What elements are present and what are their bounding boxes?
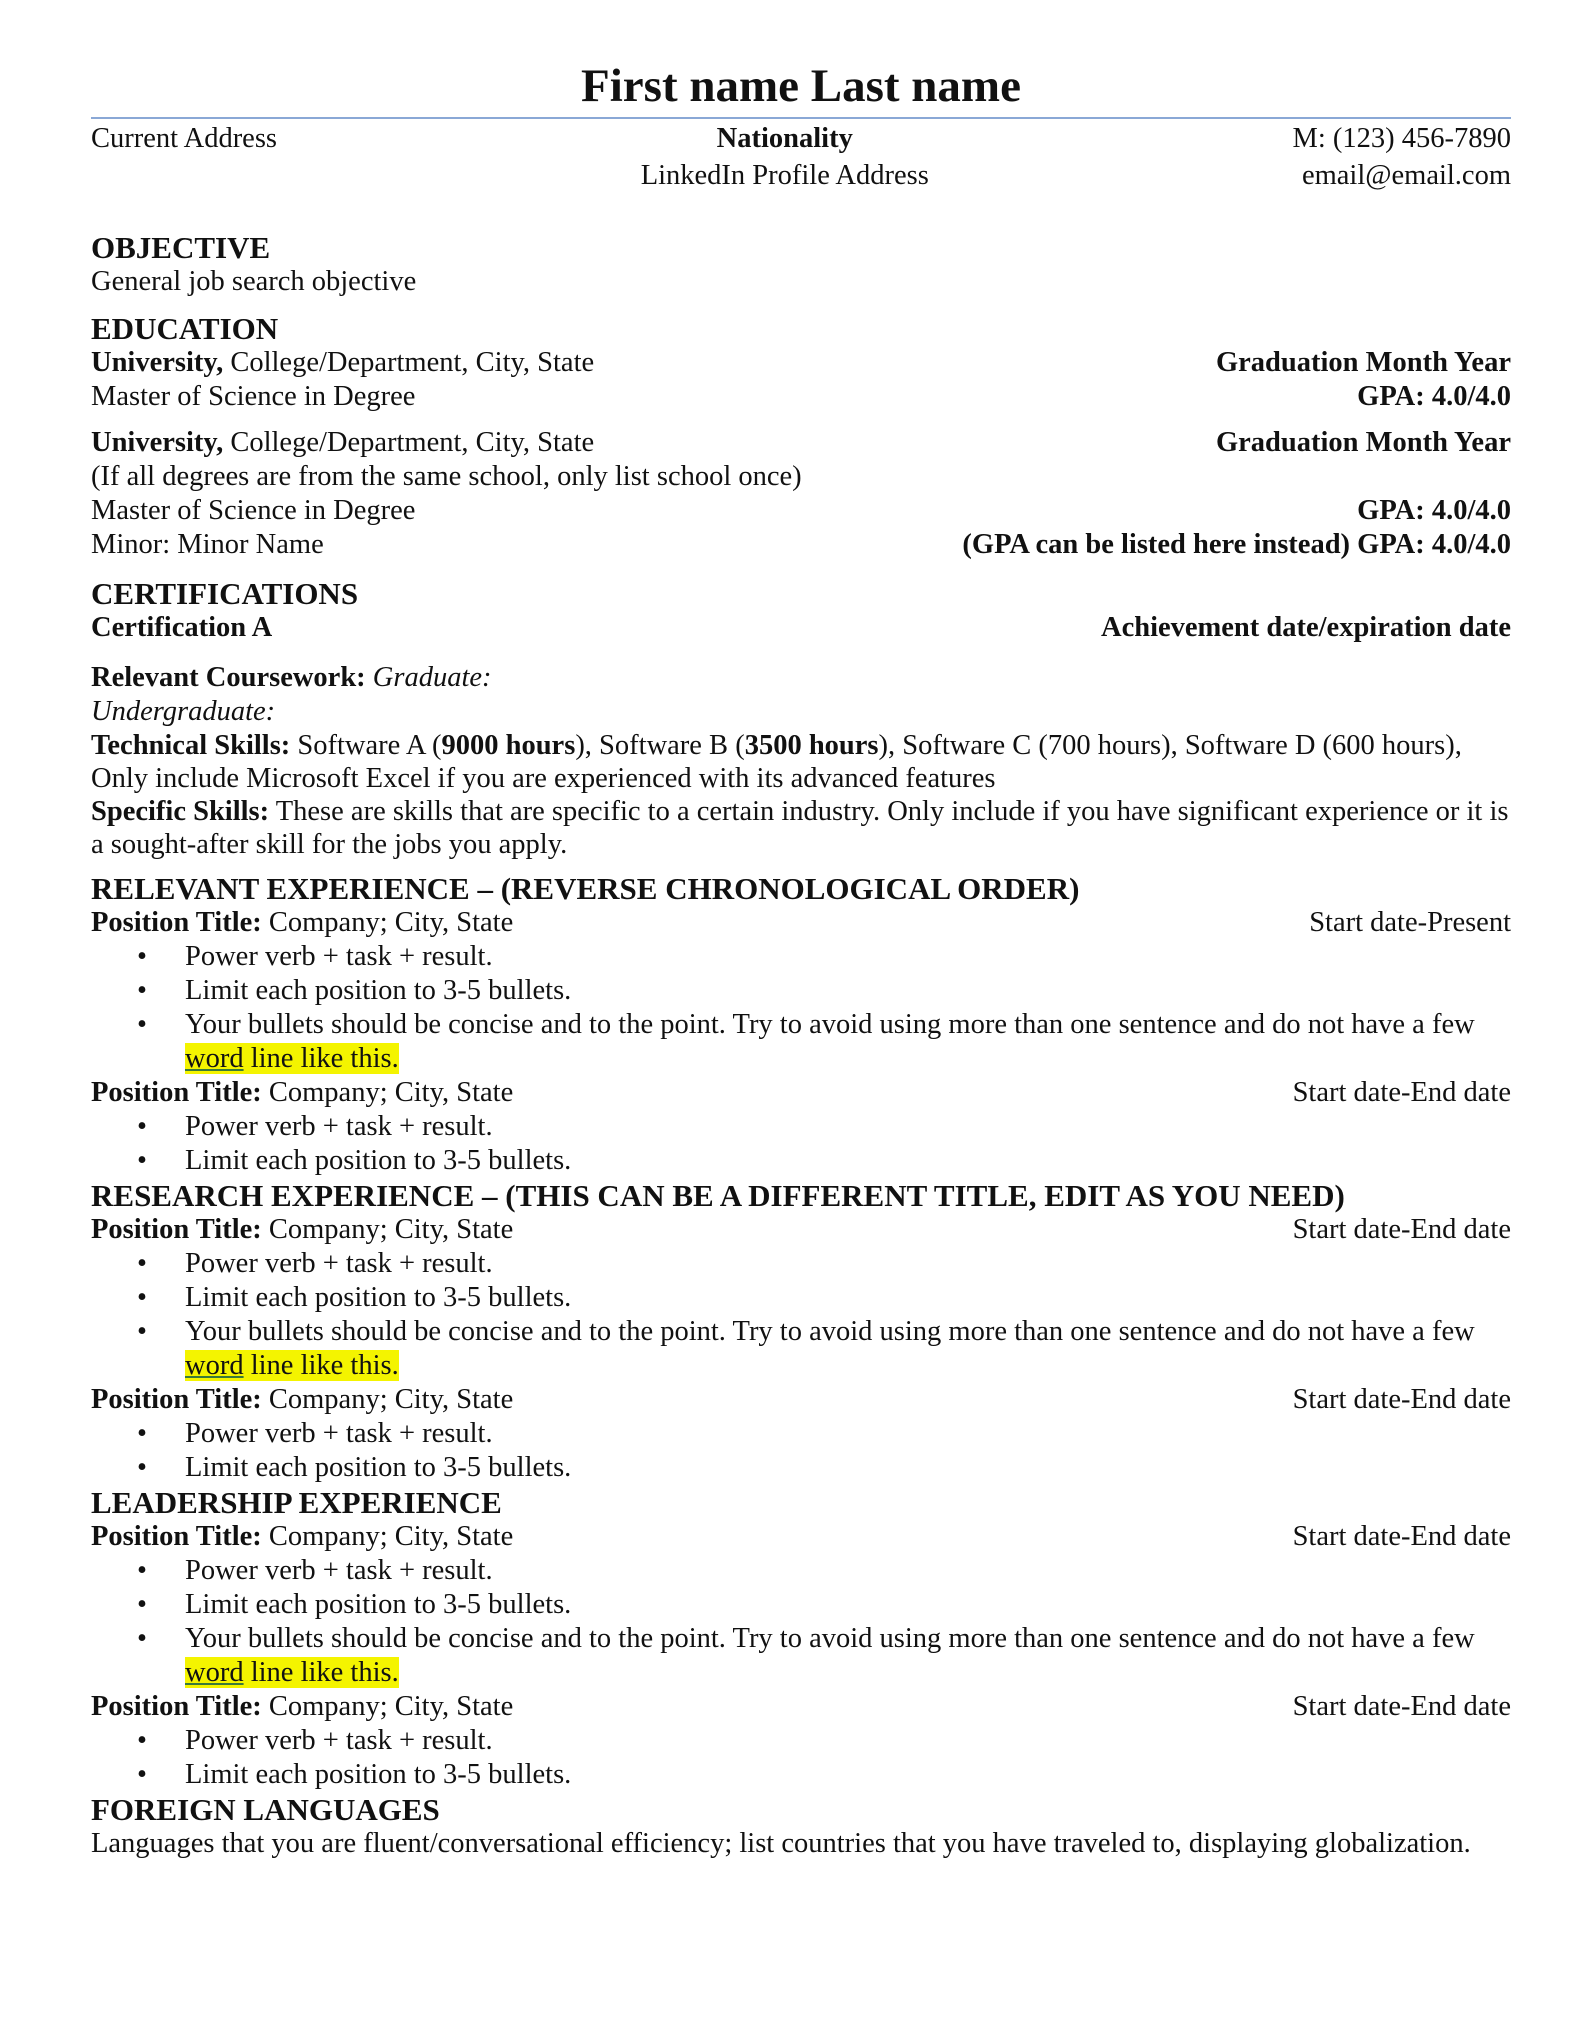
technical-skill-hours: 9000 hours <box>441 730 576 761</box>
highlighted-text: line like this. <box>243 1043 399 1074</box>
bullet-item: • Limit each position to 3-5 bullets. <box>91 1281 1511 1315</box>
nationality: Nationality <box>716 123 853 154</box>
certification-name: Certification A <box>91 612 273 643</box>
position-company: Company; City, State <box>261 1077 514 1108</box>
bullet-text: Your bullets should be concise and to the point. Try to avoid using more than one sentence and do not have a few <box>185 1316 1475 1347</box>
gpa-alternate: (GPA can be listed here instead) GPA: 4.0/4.0 <box>962 529 1511 560</box>
objective-heading: OBJECTIVE <box>91 230 271 265</box>
position-title: Position Title: <box>91 1691 262 1722</box>
position-dates: Start date-End date <box>1292 1691 1511 1722</box>
highlighted-text: line like this. <box>243 1657 399 1688</box>
objective-text: General job search objective <box>91 266 417 297</box>
certification-row <box>91 611 1511 645</box>
technical-skill-text: ), Software C (700 hours), Software D (600 hours), Only include Microsoft Excel if you are experienced with its advanced features <box>91 730 1462 794</box>
position-title: Position Title: <box>91 1214 262 1245</box>
gpa: GPA: 4.0/4.0 <box>1357 495 1511 526</box>
position-row <box>91 1213 1511 1247</box>
specific-skills <box>91 795 1511 861</box>
gpa: GPA: 4.0/4.0 <box>1357 381 1511 412</box>
bullet-list <box>91 940 1511 1076</box>
bullet-item: • Power verb + task + result. <box>91 940 1511 974</box>
relevant-experience-heading: RELEVANT EXPERIENCE – (REVERSE CHRONOLOGICAL ORDER) <box>91 871 1080 906</box>
candidate-name: First name Last name <box>581 60 1021 112</box>
highlighted-word: word <box>185 1350 244 1381</box>
bullet-item: • Power verb + task + result. <box>91 1110 1511 1144</box>
position-row <box>91 1383 1511 1417</box>
position-dates: Start date-Present <box>1309 907 1511 938</box>
education-minor-row <box>91 528 1511 562</box>
contact-left <box>91 120 277 157</box>
specific-skills-text: These are skills that are specific to a certain industry. Only include if you have significant experience or it is a sought-after skill for the jobs you apply. <box>91 796 1509 860</box>
foreign-languages-text: Languages that you are fluent/conversational efficiency; list countries that you have traveled to, displaying globalization. <box>91 1828 1471 1859</box>
bullet-item <box>91 1315 1511 1383</box>
position-dates: Start date-End date <box>1292 1521 1511 1552</box>
bullet-list <box>91 1417 1511 1485</box>
relevant-coursework <box>91 661 1511 695</box>
bullet-item: • Power verb + task + result. <box>91 1247 1511 1281</box>
position-title: Position Title: <box>91 1521 262 1552</box>
bullet-list <box>91 1724 1511 1792</box>
bullet-list <box>91 1247 1511 1383</box>
bullet-item: • Limit each position to 3-5 bullets. <box>91 1144 1511 1178</box>
highlighted-text: line like this. <box>243 1350 399 1381</box>
position-company: Company; City, State <box>261 907 514 938</box>
position-title: Position Title: <box>91 1384 262 1415</box>
bullet-list <box>91 1554 1511 1690</box>
technical-skill-text: ), Software B ( <box>575 730 745 761</box>
position-row <box>91 1520 1511 1554</box>
bullet-item: • Limit each position to 3-5 bullets. <box>91 1758 1511 1792</box>
coursework-undergraduate: Undergraduate: <box>91 696 276 727</box>
leadership-experience-heading: LEADERSHIP EXPERIENCE <box>91 1485 502 1520</box>
degree-name: Master of Science in Degree <box>91 381 416 412</box>
bullet-item <box>91 1622 1511 1690</box>
position-company: Company; City, State <box>261 1384 514 1415</box>
bullet-text: Your bullets should be concise and to the point. Try to avoid using more than one sentence and do not have a few <box>185 1623 1475 1654</box>
contact-right <box>1293 120 1511 194</box>
technical-skill-text: Software A ( <box>290 730 442 761</box>
coursework-graduate: Graduate: <box>372 662 492 693</box>
bullet-item: • Limit each position to 3-5 bullets. <box>91 1451 1511 1485</box>
bullet-item: • Power verb + task + result. <box>91 1724 1511 1758</box>
education-entry-2 <box>91 426 1511 562</box>
contact-middle <box>641 120 929 194</box>
bullet-item: • Limit each position to 3-5 bullets. <box>91 1588 1511 1622</box>
graduation-date: Graduation Month Year <box>1215 347 1511 378</box>
position-title: Position Title: <box>91 907 262 938</box>
email-address: email@email.com <box>1301 160 1511 191</box>
bullet-item: • Limit each position to 3-5 bullets. <box>91 974 1511 1008</box>
school-details: College/Department, City, State <box>223 427 595 458</box>
education-school-row <box>91 426 1511 460</box>
bullet-text: Your bullets should be concise and to the point. Try to avoid using more than one sentence and do not have a few <box>185 1009 1475 1040</box>
education-degree-row <box>91 494 1511 528</box>
bullet-item: • Power verb + task + result. <box>91 1554 1511 1588</box>
graduation-date: Graduation Month Year <box>1215 427 1511 458</box>
technical-skills <box>91 729 1511 795</box>
minor-name: Minor: Minor Name <box>91 529 324 560</box>
linkedin-address: LinkedIn Profile Address <box>640 160 929 191</box>
education-degree-row <box>91 380 1511 414</box>
position-dates: Start date-End date <box>1292 1384 1511 1415</box>
current-address: Current Address <box>91 123 278 154</box>
highlighted-word: word <box>185 1043 244 1074</box>
certification-date: Achievement date/expiration date <box>1100 612 1511 643</box>
phone-number: M: (123) 456-7890 <box>1292 123 1511 154</box>
school-name: University, <box>91 347 224 378</box>
specific-skills-label: Specific Skills: <box>91 796 270 827</box>
foreign-languages-heading: FOREIGN LANGUAGES <box>91 1792 440 1827</box>
contact-block <box>91 120 1511 194</box>
education-school-row <box>91 346 1511 380</box>
bullet-item <box>91 1008 1511 1076</box>
position-dates: Start date-End date <box>1292 1077 1511 1108</box>
position-dates: Start date-End date <box>1292 1214 1511 1245</box>
coursework-label: Relevant Coursework: <box>91 662 366 693</box>
resume-content <box>91 55 1511 1861</box>
bullet-list <box>91 1110 1511 1178</box>
position-company: Company; City, State <box>261 1214 514 1245</box>
position-company: Company; City, State <box>261 1521 514 1552</box>
education-note: (If all degrees are from the same school, only list school once) <box>91 461 802 492</box>
school-details: College/Department, City, State <box>223 347 595 378</box>
position-row <box>91 906 1511 940</box>
highlighted-word: word <box>185 1657 244 1688</box>
position-company: Company; City, State <box>261 1691 514 1722</box>
certifications-heading: CERTIFICATIONS <box>91 576 359 611</box>
header-divider <box>91 117 1511 119</box>
position-row <box>91 1690 1511 1724</box>
education-entry-1 <box>91 346 1511 414</box>
technical-skill-hours: 3500 hours <box>744 730 879 761</box>
technical-skills-label: Technical Skills: <box>91 730 291 761</box>
position-title: Position Title: <box>91 1077 262 1108</box>
position-row <box>91 1076 1511 1110</box>
education-heading: EDUCATION <box>91 311 279 346</box>
school-name: University, <box>91 427 224 458</box>
degree-name: Master of Science in Degree <box>91 495 416 526</box>
bullet-item: • Power verb + task + result. <box>91 1417 1511 1451</box>
research-experience-heading: RESEARCH EXPERIENCE – (THIS CAN BE A DIFFERENT TITLE, EDIT AS YOU NEED) <box>91 1178 1345 1213</box>
